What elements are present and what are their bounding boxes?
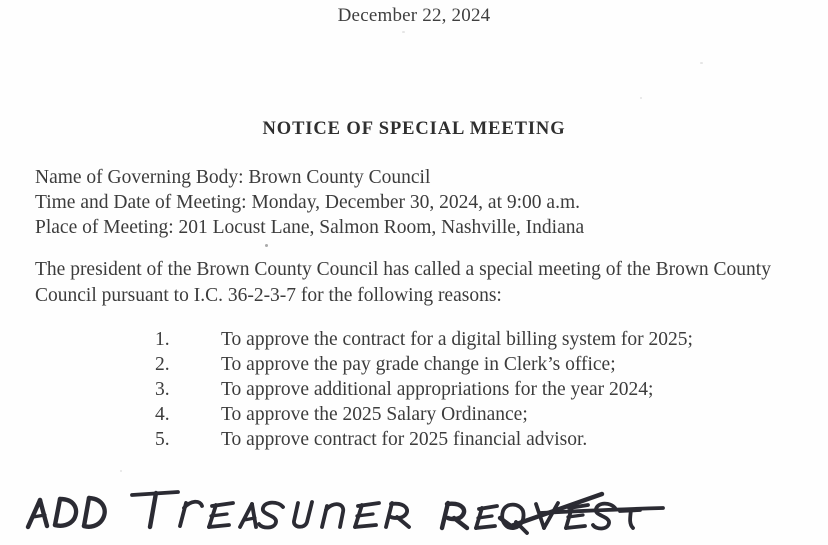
- handwritten-word-add: [28, 498, 105, 527]
- info-line-time-and-date: Time and Date of Meeting: Monday, December 30, 2024, at 9:00 a.m.: [35, 192, 580, 213]
- handwritten-word-request: [442, 503, 663, 533]
- page-title: NOTICE OF SPECIAL MEETING: [262, 119, 566, 139]
- scan-speck: [700, 62, 703, 64]
- document-date: December 22, 2024: [337, 5, 491, 26]
- scan-speck: [640, 97, 642, 99]
- list-item-number: 4.: [155, 404, 170, 425]
- handwritten-word-treasurer: [132, 492, 409, 528]
- handwritten-annotation: [0, 470, 828, 545]
- meeting-info-block: [35, 165, 795, 240]
- list-item-text: To approve the pay grade change in Clerk’s office;: [221, 354, 616, 375]
- list-item-number: 2.: [155, 354, 170, 375]
- list-item-text: To approve the contract for a digital billing system for 2025;: [221, 329, 693, 350]
- reasons-list: [0, 327, 828, 452]
- scan-speck: [265, 244, 268, 247]
- scan-speck: [402, 31, 405, 33]
- list-item: [0, 327, 828, 352]
- scan-speck: [120, 470, 122, 472]
- list-item-number: 3.: [155, 379, 170, 400]
- list-item: [0, 402, 828, 427]
- list-item-number: 1.: [155, 329, 170, 350]
- checkmark-icon: [500, 494, 602, 526]
- info-line-place: Place of Meeting: 201 Locust Lane, Salmon Room, Nashville, Indiana: [35, 217, 585, 238]
- handwritten-annotation-svg: [0, 470, 828, 545]
- list-item-number: 5.: [155, 429, 170, 450]
- list-item-text: To approve the 2025 Salary Ordinance;: [221, 404, 528, 425]
- intro-paragraph-line-1: The president of the Brown County Council has called a special meeting of the Brown County: [35, 259, 771, 280]
- intro-paragraph: [35, 257, 822, 308]
- info-line-governing-body: Name of Governing Body: Brown County Council: [35, 167, 431, 188]
- list-item-text: To approve additional appropriations for the year 2024;: [221, 379, 654, 400]
- list-item: [0, 427, 828, 452]
- list-item: [0, 352, 828, 377]
- list-item-text: To approve contract for 2025 financial advisor.: [221, 429, 588, 450]
- intro-paragraph-line-2: Council pursuant to I.C. 36-2-3-7 for the following reasons:: [35, 284, 502, 306]
- list-item: [0, 377, 828, 402]
